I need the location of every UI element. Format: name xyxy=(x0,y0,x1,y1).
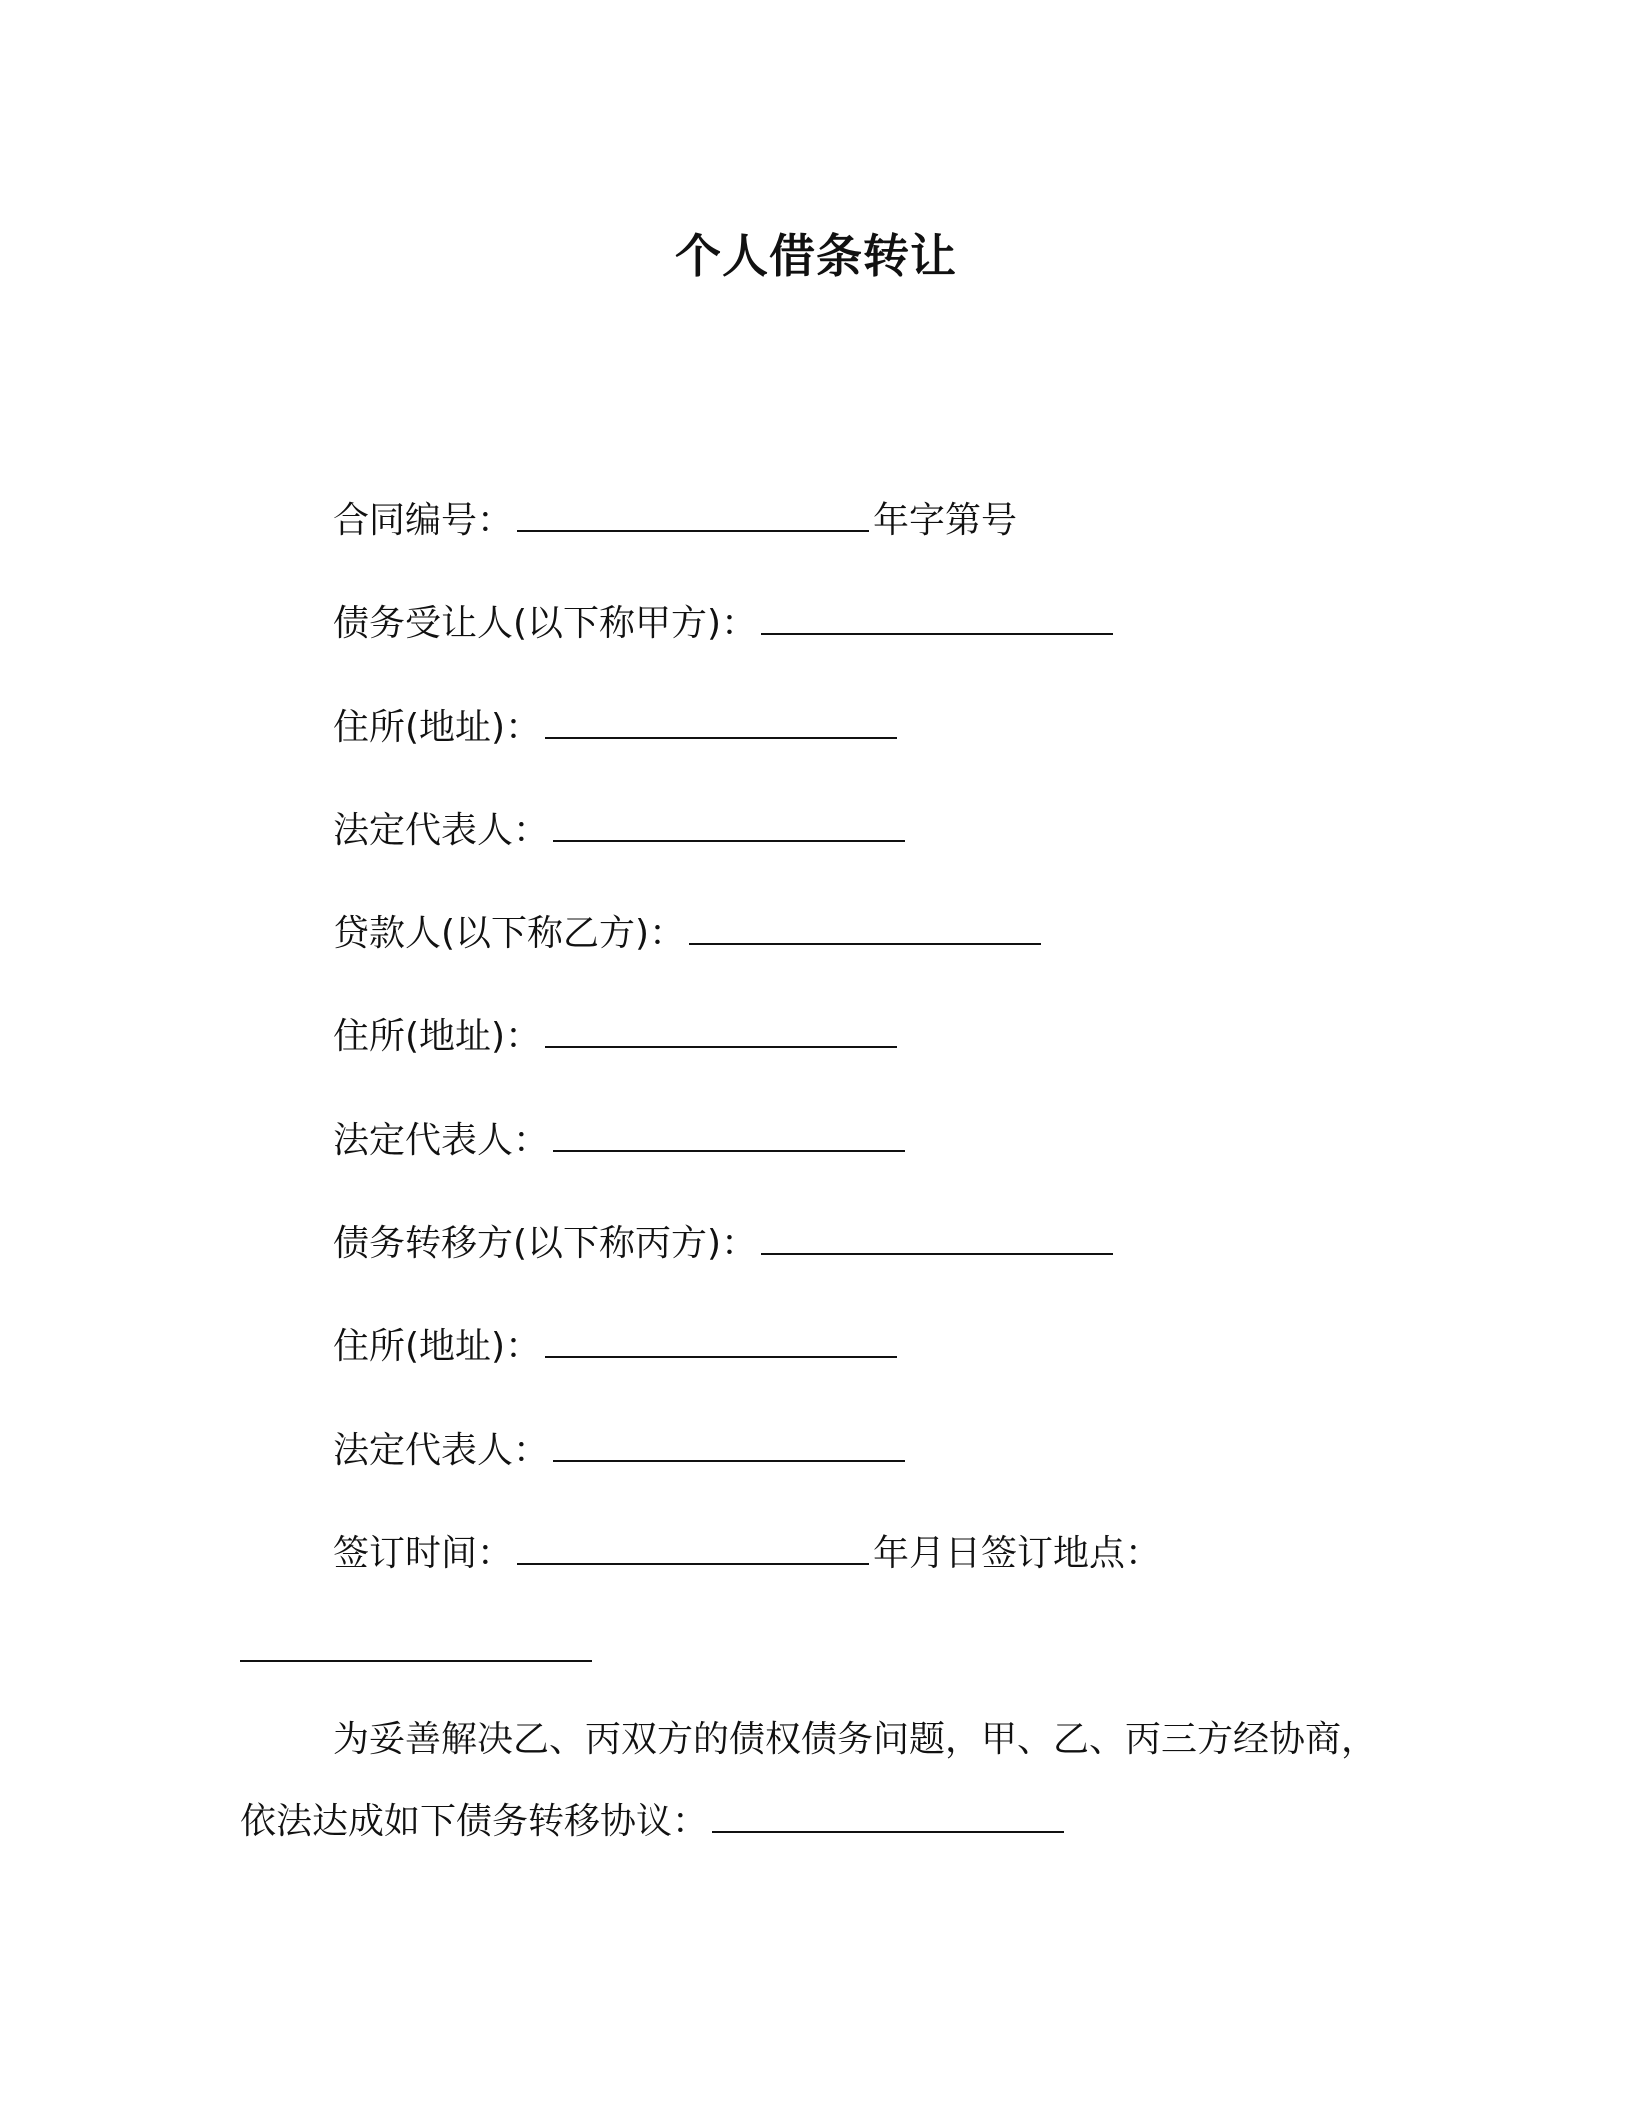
field-suffix: 年月日签订地点： xyxy=(873,1533,1162,1574)
field-label: 债务转移方(以下称丙方)： xyxy=(333,1223,758,1264)
document-title: 个人借条转让 xyxy=(675,229,957,283)
party-c-address-line xyxy=(333,1323,901,1371)
agreement-text-line1: 为妥善解决乙、丙双方的债权债务问题，甲、乙、丙三方经协商， xyxy=(333,1719,1378,1760)
field-label: 法定代表人： xyxy=(333,1120,550,1161)
party-b-blank[interactable] xyxy=(689,911,1041,945)
field-label: 债务受让人(以下称甲方)： xyxy=(333,603,758,644)
party-c-line xyxy=(333,1220,1117,1268)
field-label: 法定代表人： xyxy=(333,810,550,851)
agreement-text-line2: 依法达成如下债务转移协议： xyxy=(240,1801,709,1842)
party-c-blank[interactable] xyxy=(761,1221,1113,1255)
party-b-line xyxy=(333,910,1045,958)
party-b-representative-line xyxy=(333,1117,909,1165)
field-label: 住所(地址)： xyxy=(333,1016,542,1057)
party-a-representative-line xyxy=(333,807,909,855)
field-label: 合同编号： xyxy=(333,500,514,541)
party-b-address-line xyxy=(333,1013,901,1061)
party-b-representative-blank[interactable] xyxy=(553,1118,905,1152)
field-suffix: 年字第号 xyxy=(873,500,1018,541)
signing-time-line xyxy=(333,1530,1161,1578)
party-a-line xyxy=(333,600,1117,648)
agreement-blank[interactable] xyxy=(712,1799,1064,1833)
field-label: 签订时间： xyxy=(333,1533,514,1574)
party-a-address-blank[interactable] xyxy=(545,705,897,739)
contract-number-blank[interactable] xyxy=(517,498,869,532)
signing-time-blank[interactable] xyxy=(517,1531,869,1565)
party-c-representative-blank[interactable] xyxy=(553,1428,905,1462)
field-label: 住所(地址)： xyxy=(333,1326,542,1367)
field-label: 住所(地址)： xyxy=(333,707,542,748)
party-a-blank[interactable] xyxy=(761,601,1113,635)
party-b-address-blank[interactable] xyxy=(545,1014,897,1048)
contract-number-line xyxy=(333,497,1017,545)
field-label: 贷款人(以下称乙方)： xyxy=(333,913,686,954)
signing-place-blank[interactable] xyxy=(240,1628,592,1662)
party-c-representative-line xyxy=(333,1427,909,1475)
field-label: 法定代表人： xyxy=(333,1430,550,1471)
party-c-address-blank[interactable] xyxy=(545,1324,897,1358)
party-a-address-line xyxy=(333,704,901,752)
agreement-paragraph xyxy=(240,1699,1400,1863)
party-a-representative-blank[interactable] xyxy=(553,808,905,842)
